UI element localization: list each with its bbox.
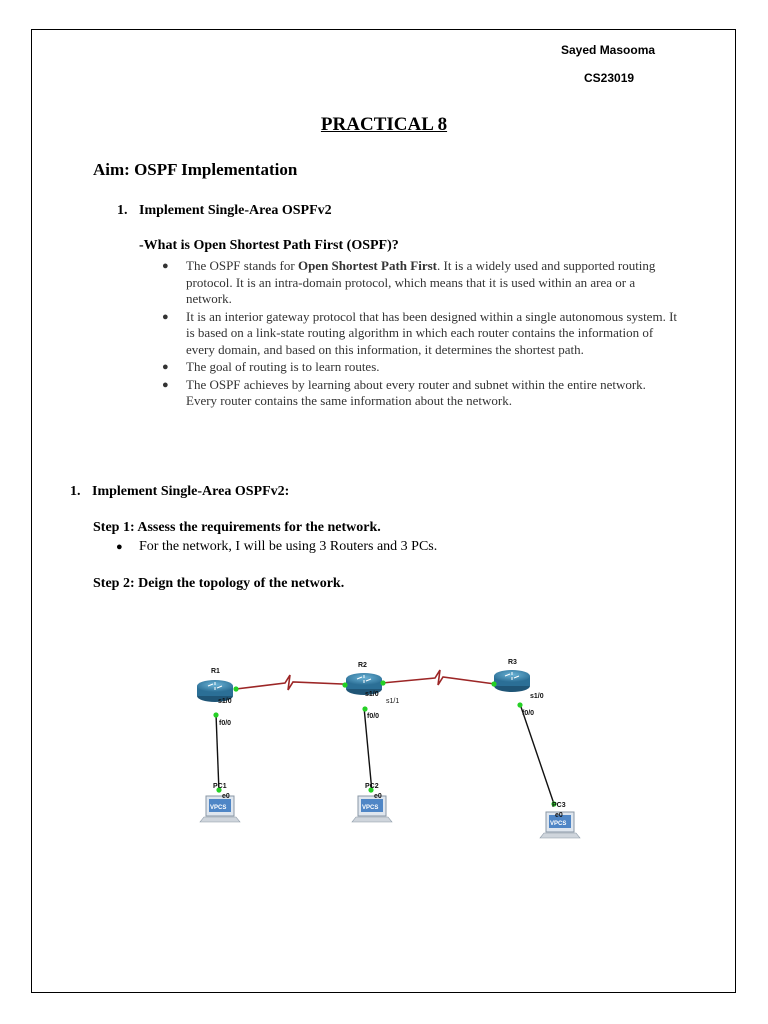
svg-text:VPCS: VPCS xyxy=(210,805,227,811)
page-title: PRACTICAL 8 xyxy=(320,114,448,135)
interface-label: f0/0 xyxy=(367,713,380,720)
bullet-icon: ● xyxy=(116,541,123,553)
router-label: R3 xyxy=(508,659,517,666)
section-number: 1. xyxy=(70,484,81,499)
list-item: ● The OSPF achieves by learning about every router and subnet within the entire network. Every router contains the same information about the network. xyxy=(162,376,646,408)
bullet-icon: ● xyxy=(162,260,169,272)
link-status-dot xyxy=(380,680,385,685)
pc-label: PC3 xyxy=(552,802,566,809)
interface-label: s1/0 xyxy=(365,691,379,698)
interface-label: e0 xyxy=(555,812,563,819)
ethernet-link-r3-pc3 xyxy=(520,704,554,804)
section-title: Implement Single-Area OSPFv2: xyxy=(92,484,290,499)
svg-text:VPCS: VPCS xyxy=(362,805,379,811)
link-status-dot xyxy=(491,681,496,686)
pc-2[interactable] xyxy=(352,796,392,822)
router-label: R2 xyxy=(358,662,367,669)
author-name: Sayed Masooma xyxy=(561,43,656,57)
pc-label: PC2 xyxy=(365,783,379,790)
interface-label: f0/0 xyxy=(522,710,535,717)
section-heading-2 xyxy=(70,484,289,500)
network-topology-diagram xyxy=(190,652,608,852)
router-r3[interactable] xyxy=(494,670,530,692)
link-status-dot xyxy=(342,682,347,687)
interface-label: e0 xyxy=(374,793,382,800)
question-heading: -What is Open Shortest Path First (OSPF)? xyxy=(139,238,399,253)
serial-link-r2-r3 xyxy=(382,670,495,685)
link-status-dot xyxy=(517,702,522,707)
interface-label: f0/0 xyxy=(219,720,232,727)
router-label: R1 xyxy=(211,668,220,675)
aim-heading: Aim: OSPF Implementation xyxy=(93,160,298,179)
pc-label: PC1 xyxy=(213,783,227,790)
interface-label: s1/1 xyxy=(386,698,400,705)
list-item: ● It is an interior gateway protocol that has been designed within a single autonomous system. It is based on a link-state routing algorithm in which each router contains the information of every domain, and based on this information, it determines the shortest path. xyxy=(162,308,678,357)
interface-label: e0 xyxy=(222,793,230,800)
bullet-icon: ● xyxy=(162,310,169,323)
section-number: 1. xyxy=(117,203,128,218)
step-1-heading: Step 1: Assess the requirements for the network. xyxy=(93,520,381,535)
link-status-dot xyxy=(213,712,218,717)
svg-text:VPCS: VPCS xyxy=(550,821,567,827)
step-2-heading: Step 2: Deign the topology of the network. xyxy=(93,576,345,591)
pc-1[interactable] xyxy=(200,796,240,822)
bullet-icon: ● xyxy=(162,361,169,373)
roll-number: CS23019 xyxy=(584,71,635,85)
interface-label: s1/0 xyxy=(530,693,544,700)
interface-label: s1/0 xyxy=(218,698,232,705)
ospf-bullet-list xyxy=(160,258,680,411)
list-item: ● The goal of routing is to learn routes. xyxy=(162,359,380,374)
section-heading-1 xyxy=(117,203,332,219)
link-status-dot xyxy=(233,686,238,691)
section-title: Implement Single-Area OSPFv2 xyxy=(139,203,332,218)
list-item: ● The OSPF stands for Open Shortest Path First. It is a widely used and supported routing protocol. It is an intra-domain protocol, which means that it is used within an area or a network. xyxy=(162,258,656,306)
bullet-icon: ● xyxy=(162,378,169,391)
step-1-bullet: ● For the network, I will be using 3 Routers and 3 PCs. xyxy=(116,539,438,554)
link-status-dot xyxy=(362,706,367,711)
